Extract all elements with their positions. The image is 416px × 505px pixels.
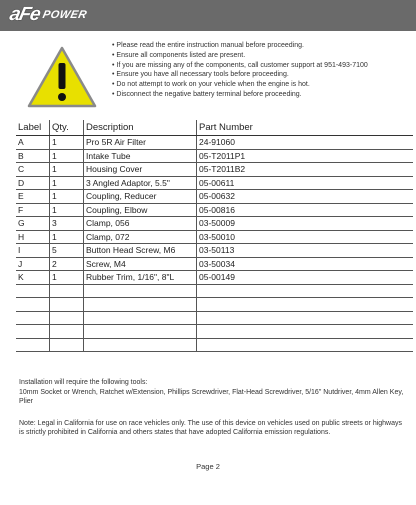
precaution-item: • If you are missing any of the components, call customer support at 951-493-7100 bbox=[112, 61, 368, 71]
tools-list: 10mm Socket or Wrench, Ratchet w/Extension, Phillips Screwdriver, Flat-Head Screwdriver, 5/16" Nutdriver, 4mm Allen Key, Plier bbox=[19, 388, 404, 405]
header-description: Description bbox=[84, 120, 197, 136]
cell-part-number: 05-00816 bbox=[197, 203, 414, 217]
cell-part-number: 05-00149 bbox=[197, 271, 414, 285]
cell-part-number: 05-00611 bbox=[197, 176, 414, 190]
cell-description: Button Head Screw, M6 bbox=[84, 244, 197, 258]
cell-label: B bbox=[16, 149, 50, 163]
cell-description bbox=[84, 284, 197, 298]
cell-part-number bbox=[197, 338, 414, 352]
cell-qty bbox=[50, 325, 84, 339]
cell-description: 3 Angled Adaptor, 5.5" bbox=[84, 176, 197, 190]
cell-part-number: 05-T2011B2 bbox=[197, 163, 414, 177]
cell-label: A bbox=[16, 136, 50, 150]
cell-description: Coupling, Reducer bbox=[84, 190, 197, 204]
table-row bbox=[16, 325, 413, 339]
cell-label: I bbox=[16, 244, 50, 258]
cell-qty: 1 bbox=[50, 163, 84, 177]
cell-part-number: 03-50034 bbox=[197, 257, 414, 271]
logo-main-text: aFe bbox=[7, 4, 42, 25]
table-row bbox=[16, 203, 413, 217]
cell-label: K bbox=[16, 271, 50, 285]
cell-part-number bbox=[197, 284, 414, 298]
installation-notes bbox=[19, 378, 404, 450]
cell-label: J bbox=[16, 257, 50, 271]
cell-label: C bbox=[16, 163, 50, 177]
table-row bbox=[16, 163, 413, 177]
table-row bbox=[16, 230, 413, 244]
table-row bbox=[16, 271, 413, 285]
table-header-row bbox=[16, 120, 413, 136]
cell-label: E bbox=[16, 190, 50, 204]
cell-description: Pro 5R Air Filter bbox=[84, 136, 197, 150]
cell-label: G bbox=[16, 217, 50, 231]
cell-label bbox=[16, 338, 50, 352]
table-row bbox=[16, 217, 413, 231]
precaution-item: • Please read the entire instruction manual before proceeding. bbox=[112, 41, 368, 51]
table-row bbox=[16, 298, 413, 312]
cell-part-number: 05-T2011P1 bbox=[197, 149, 414, 163]
header-qty: Qty. bbox=[50, 120, 84, 136]
cell-part-number: 03-50113 bbox=[197, 244, 414, 258]
cell-label bbox=[16, 311, 50, 325]
cell-label bbox=[16, 298, 50, 312]
cell-part-number bbox=[197, 311, 414, 325]
cell-part-number: 03-50010 bbox=[197, 230, 414, 244]
cell-qty: 1 bbox=[50, 176, 84, 190]
table-row bbox=[16, 284, 413, 298]
cell-description: Rubber Trim, 1/16", 8"L bbox=[84, 271, 197, 285]
cell-part-number: 05-00632 bbox=[197, 190, 414, 204]
tools-intro: Installation will require the following tools: bbox=[19, 379, 148, 386]
cell-qty: 1 bbox=[50, 203, 84, 217]
cell-label bbox=[16, 284, 50, 298]
afe-power-logo bbox=[7, 4, 100, 28]
table-row bbox=[16, 136, 413, 150]
cell-description bbox=[84, 338, 197, 352]
cell-description bbox=[84, 311, 197, 325]
cell-description: Clamp, 056 bbox=[84, 217, 197, 231]
cell-label: H bbox=[16, 230, 50, 244]
cell-qty: 1 bbox=[50, 230, 84, 244]
warning-exclamation-triangle-icon bbox=[27, 46, 97, 108]
cell-qty bbox=[50, 338, 84, 352]
cell-qty: 1 bbox=[50, 271, 84, 285]
table-row bbox=[16, 190, 413, 204]
cell-qty: 1 bbox=[50, 149, 84, 163]
precaution-item: • Ensure you have all necessary tools before proceeding. bbox=[112, 70, 368, 80]
cell-qty: 2 bbox=[50, 257, 84, 271]
cell-description: Coupling, Elbow bbox=[84, 203, 197, 217]
precaution-item: • Do not attempt to work on your vehicle when the engine is hot. bbox=[112, 80, 368, 90]
cell-part-number: 03-50009 bbox=[197, 217, 414, 231]
table-row bbox=[16, 257, 413, 271]
cell-label: F bbox=[16, 203, 50, 217]
cell-qty: 5 bbox=[50, 244, 84, 258]
table-row bbox=[16, 338, 413, 352]
cell-description bbox=[84, 325, 197, 339]
cell-label bbox=[16, 325, 50, 339]
table-row bbox=[16, 176, 413, 190]
header-label: Label bbox=[16, 120, 50, 136]
cell-description: Housing Cover bbox=[84, 163, 197, 177]
logo-sub-text: POWER bbox=[41, 9, 89, 21]
header-part-number: Part Number bbox=[197, 120, 414, 136]
cell-qty: 1 bbox=[50, 136, 84, 150]
legal-note: Note: Legal in California for use on race vehicles only. The use of this device on vehicles used on public streets or highways is strictly prohibited in California and others states that have adopted California emission regulations. bbox=[19, 419, 403, 436]
precaution-item: • Disconnect the negative battery terminal before proceeding. bbox=[112, 90, 368, 100]
cell-description: Intake Tube bbox=[84, 149, 197, 163]
cell-qty bbox=[50, 311, 84, 325]
cell-label: D bbox=[16, 176, 50, 190]
parts-table bbox=[16, 120, 413, 352]
cell-part-number bbox=[197, 298, 414, 312]
parts-table-body bbox=[16, 136, 413, 352]
cell-qty bbox=[50, 284, 84, 298]
table-row bbox=[16, 311, 413, 325]
cell-part-number: 24-91060 bbox=[197, 136, 414, 150]
table-row bbox=[16, 244, 413, 258]
cell-qty: 1 bbox=[50, 190, 84, 204]
cell-description bbox=[84, 298, 197, 312]
cell-qty: 3 bbox=[50, 217, 84, 231]
cell-description: Screw, M4 bbox=[84, 257, 197, 271]
page-number: Page 2 bbox=[196, 462, 220, 471]
precaution-list bbox=[112, 41, 368, 100]
cell-part-number bbox=[197, 325, 414, 339]
tools-section bbox=[19, 378, 404, 407]
cell-description: Clamp, 072 bbox=[84, 230, 197, 244]
cell-qty bbox=[50, 298, 84, 312]
header-bar bbox=[0, 0, 416, 31]
precaution-item: • Ensure all components listed are present. bbox=[112, 51, 368, 61]
table-row bbox=[16, 149, 413, 163]
